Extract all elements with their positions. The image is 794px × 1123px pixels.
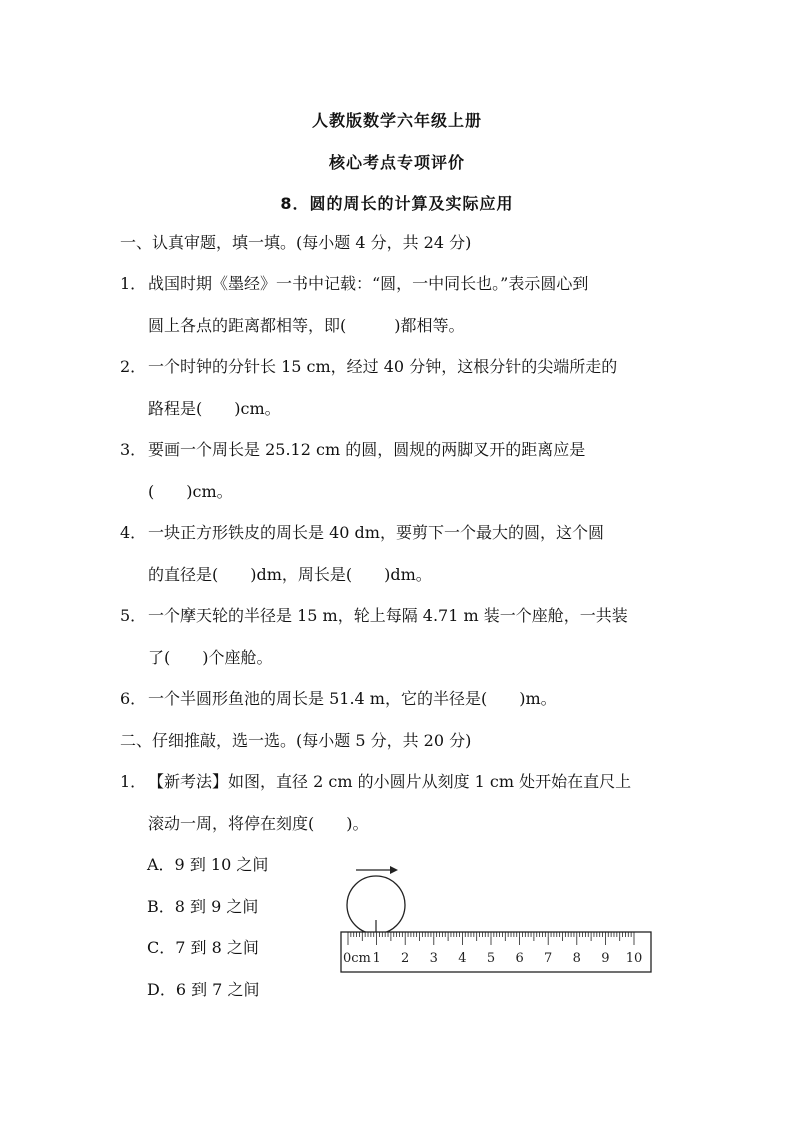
- question-2-line2: 路程是( )cm。: [148, 399, 281, 418]
- question-text: 一个半圆形鱼池的周长是 51.4 m，它的半径是( )m。: [148, 689, 557, 708]
- ruler-label: 8: [572, 951, 581, 966]
- ruler-label: 4: [458, 951, 467, 966]
- question-text: 一个时钟的分针长 15 cm，经过 40 分钟，这根分针的尖端所走的: [148, 357, 618, 376]
- question-text: 一块正方形铁皮的周长是 40 dm，要剪下一个最大的圆，这个圆: [148, 523, 604, 542]
- ruler-label: 1: [372, 951, 381, 966]
- question-text: 一个摩天轮的半径是 15 m，轮上每隔 4.71 m 装一个座舱，一共装: [148, 606, 628, 625]
- choice-question-1-line1: [120, 771, 631, 793]
- ruler-circle-figure: [338, 862, 656, 976]
- section1-heading: 一、认真审题，填一填。(每小题 4 分，共 24 分): [120, 233, 472, 252]
- section2-heading: 二、仔细推敲，选一选。(每小题 5 分，共 20 分): [120, 731, 472, 750]
- ruler-label: 7: [544, 951, 553, 966]
- title-topic: 8．圆的周长的计算及实际应用: [280, 194, 514, 213]
- ruler-label: 3: [429, 951, 438, 966]
- question-text: 要画一个周长是 25.12 cm 的圆，圆规的两脚叉开的距离应是: [148, 440, 586, 459]
- option-d: D．6 到 7 之间: [147, 980, 260, 999]
- question-number: 2．: [120, 357, 147, 376]
- choice-question-1-line2: 滚动一周，将停在刻度( )。: [148, 814, 369, 833]
- option-a: A．9 到 10 之间: [147, 855, 269, 874]
- question-6-line1: [120, 688, 557, 710]
- question-2-line1: [120, 356, 617, 378]
- question-number: 1．: [120, 772, 147, 791]
- question-5-line1: [120, 605, 628, 627]
- ruler-label: 5: [486, 951, 496, 966]
- question-4-line1: [120, 522, 604, 544]
- option-b: B．8 到 9 之间: [147, 897, 259, 916]
- question-number: 4．: [120, 523, 147, 542]
- question-1-line1: [120, 273, 588, 295]
- question-number: 1．: [120, 274, 147, 293]
- arrow-icon: [356, 866, 398, 874]
- question-number: 6．: [120, 689, 147, 708]
- title-assessment: 核心考点专项评价: [328, 153, 465, 172]
- question-text: 【新考法】如图，直径 2 cm 的小圆片从刻度 1 cm 处开始在直尺上: [148, 772, 632, 791]
- ruler-label: 0cm: [343, 951, 371, 966]
- question-3-line1: [120, 439, 585, 461]
- question-number: 5．: [120, 606, 147, 625]
- ruler-label: 2: [401, 951, 410, 966]
- question-5-line2: 了( )个座舱。: [148, 648, 273, 667]
- ruler-label: 6: [515, 951, 524, 966]
- ruler-label: 9: [601, 951, 610, 966]
- question-3-line2: ( )cm。: [148, 482, 233, 501]
- question-1-line2: 圆上各点的距离都相等，即( )都相等。: [148, 316, 465, 335]
- question-number: 3．: [120, 440, 147, 459]
- question-text: 战国时期《墨经》一书中记载：“圆，一中同长也。”表示圆心到: [148, 274, 589, 293]
- option-c: C．7 到 8 之间: [147, 938, 259, 957]
- ruler-label: 10: [625, 951, 643, 966]
- title-textbook: 人教版数学六年级上册: [311, 111, 482, 130]
- question-4-line2: 的直径是( )dm，周长是( )dm。: [148, 565, 432, 584]
